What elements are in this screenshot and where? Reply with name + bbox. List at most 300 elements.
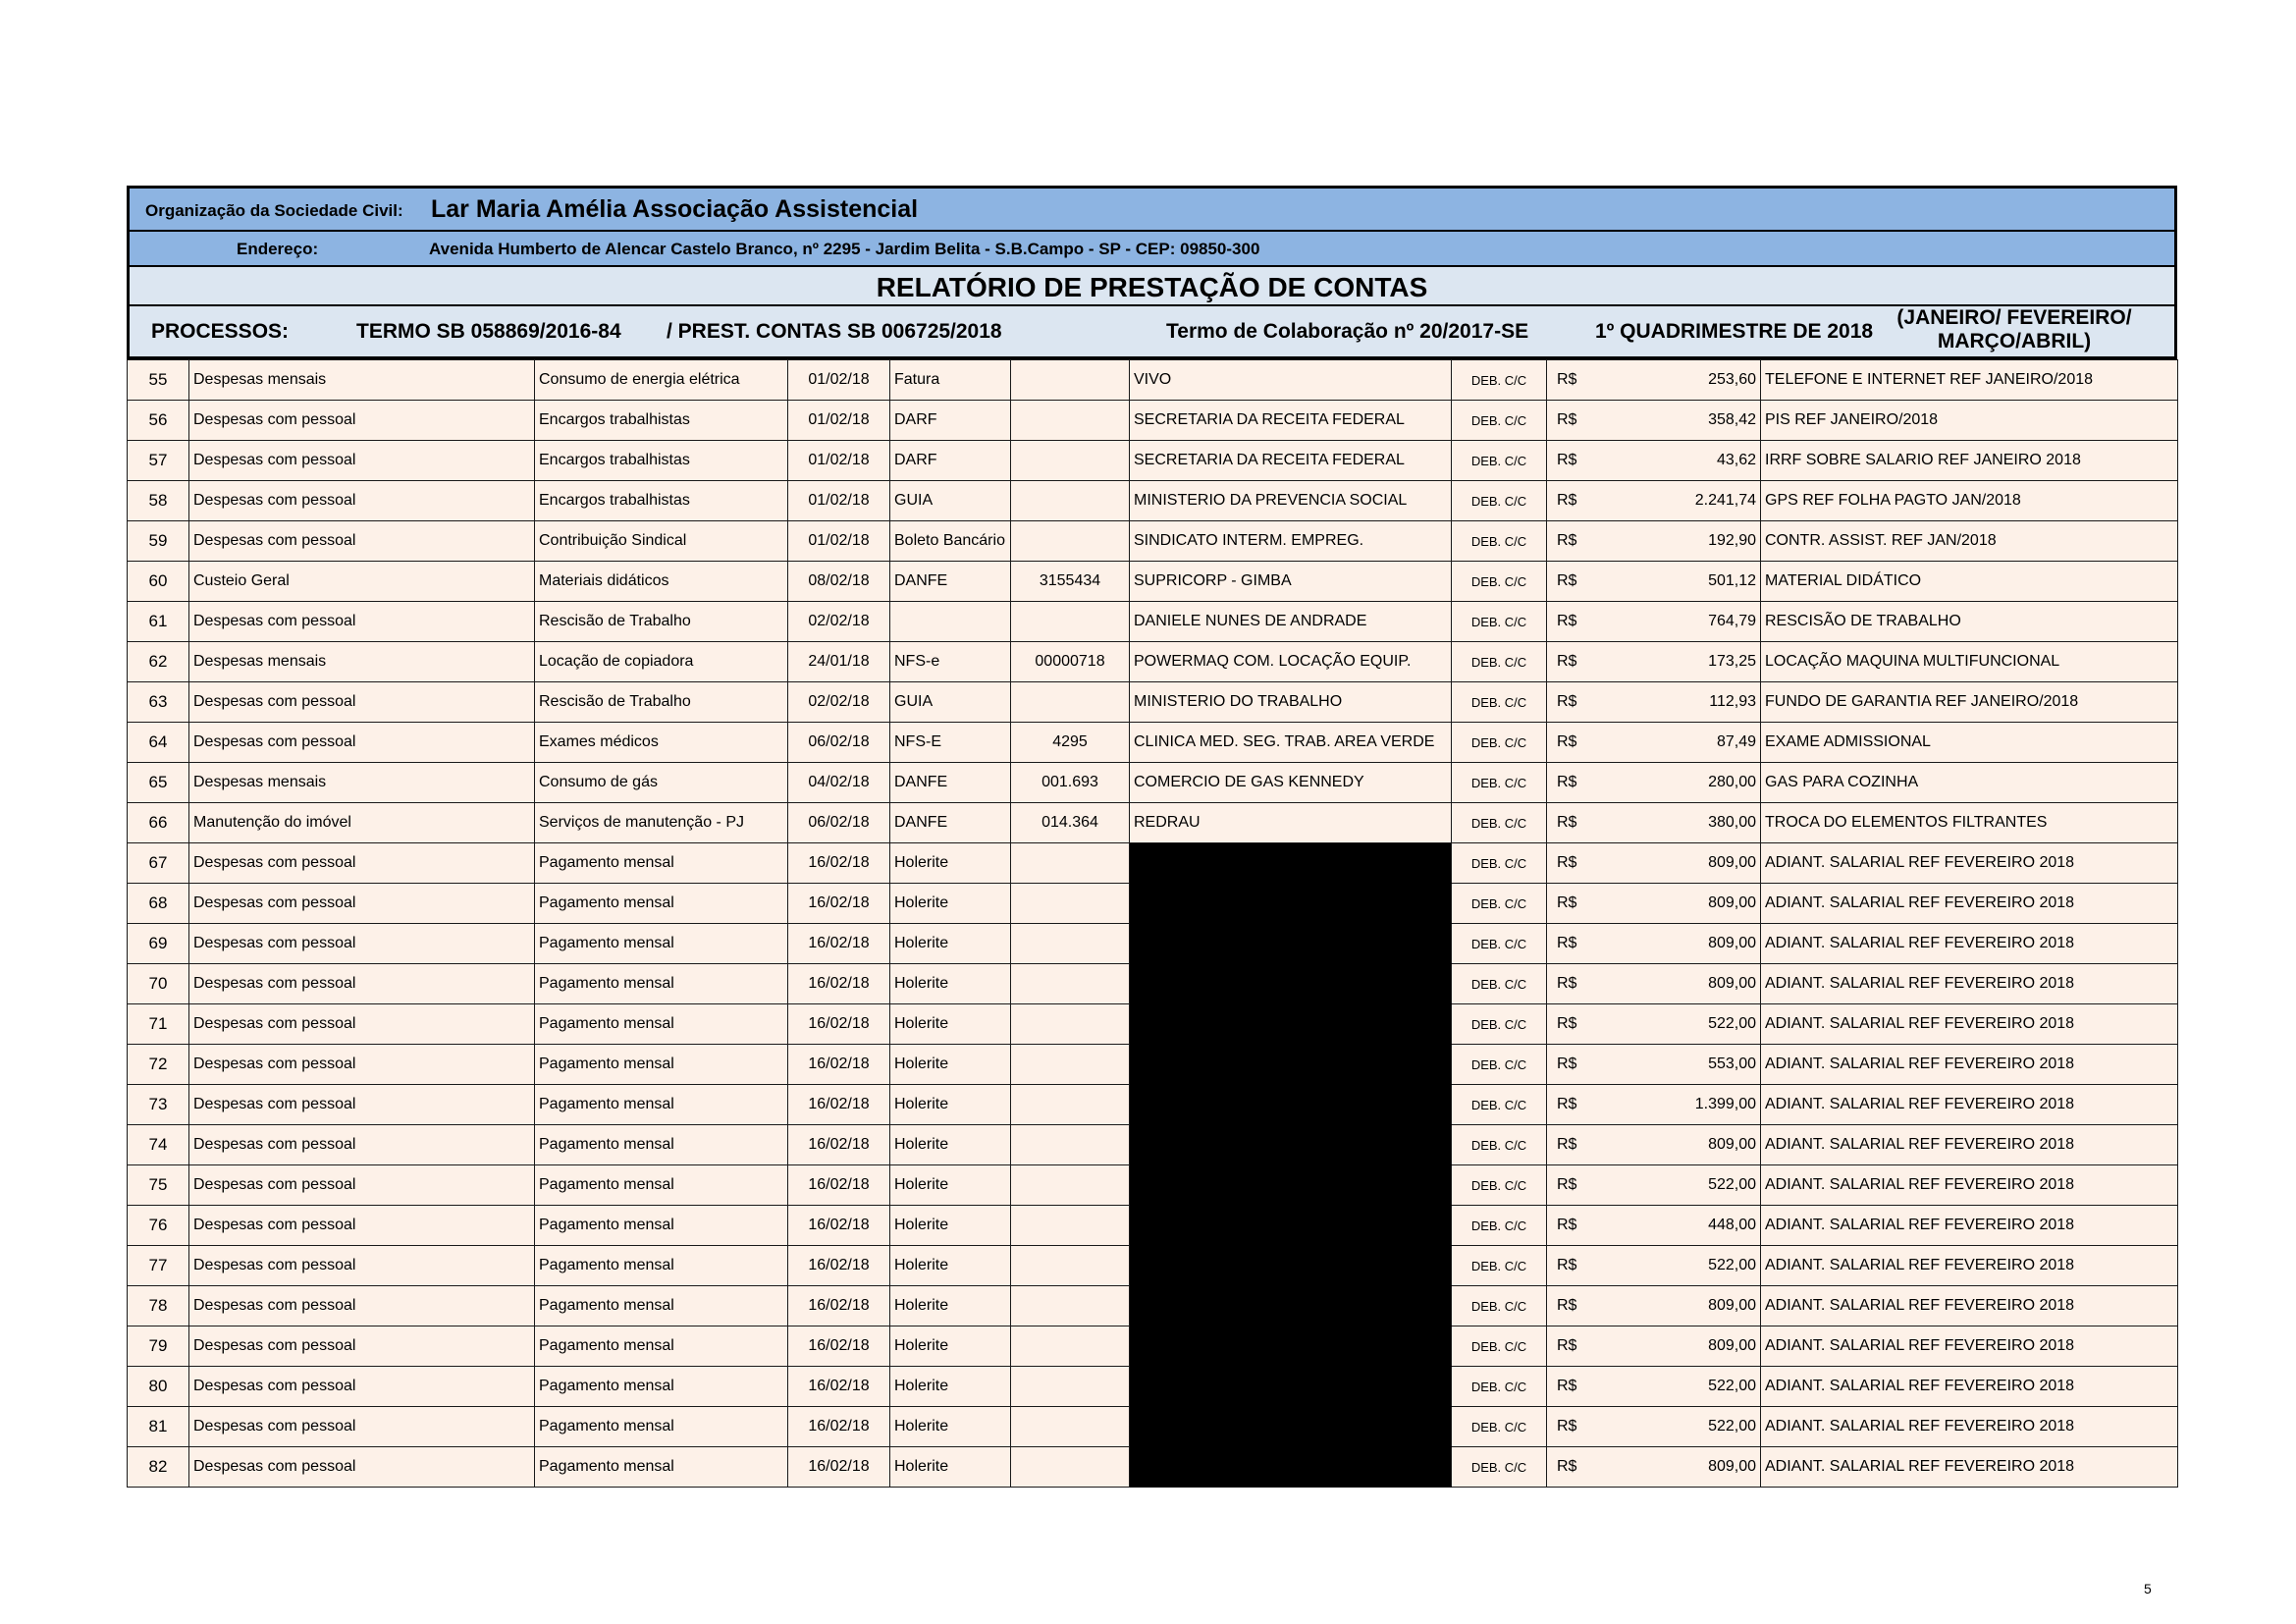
document-type: Holerite [890,1206,1011,1246]
expense-amount: 764,79 [1591,602,1761,642]
document-type: Holerite [890,924,1011,964]
row-number: 80 [128,1367,189,1407]
expense-amount: 809,00 [1591,1286,1761,1326]
document-type: GUIA [890,481,1011,521]
currency-symbol: R$ [1547,1246,1591,1286]
table-row [128,360,2178,401]
row-number: 62 [128,642,189,682]
expense-type: Pagamento mensal [535,843,788,884]
row-number: 71 [128,1004,189,1045]
currency-symbol: R$ [1547,1004,1591,1045]
expense-amount: 173,25 [1591,642,1761,682]
table-row [128,1407,2178,1447]
payment-method: DEB. C/C [1452,682,1547,723]
expense-type: Pagamento mensal [535,1367,788,1407]
expense-amount: 809,00 [1591,924,1761,964]
expense-date: 08/02/18 [788,562,890,602]
expense-type: Locação de copiadora [535,642,788,682]
document-number: 00000718 [1011,642,1130,682]
document-number [1011,441,1130,481]
expense-description: ADIANT. SALARIAL REF FEVEREIRO 2018 [1761,1045,2178,1085]
expense-date: 16/02/18 [788,884,890,924]
document-type: Holerite [890,1085,1011,1125]
address-text: Avenida Humberto de Alencar Castelo Branco, nº 2295 - Jardim Belita - S.B.Campo - SP - CEP: 09850-300 [429,240,1260,258]
report-sheet [127,186,2177,1488]
table-row [128,1004,2178,1045]
payment-method: DEB. C/C [1452,884,1547,924]
document-number [1011,1004,1130,1045]
expense-category: Despesas com pessoal [189,1045,535,1085]
expense-category: Despesas com pessoal [189,884,535,924]
expense-date: 16/02/18 [788,1165,890,1206]
expense-date: 16/02/18 [788,1004,890,1045]
expense-date: 16/02/18 [788,1085,890,1125]
payment-method: DEB. C/C [1452,1286,1547,1326]
currency-symbol: R$ [1547,1125,1591,1165]
expense-amount: 448,00 [1591,1206,1761,1246]
expense-category: Despesas com pessoal [189,1004,535,1045]
table-row [128,642,2178,682]
supplier-name: POWERMAQ COM. LOCAÇÃO EQUIP. [1130,642,1452,682]
expense-type: Pagamento mensal [535,1045,788,1085]
document-number [1011,924,1130,964]
redacted-supplier [1130,964,1452,1004]
row-number: 56 [128,401,189,441]
currency-symbol: R$ [1547,1367,1591,1407]
expense-date: 02/02/18 [788,682,890,723]
row-number: 77 [128,1246,189,1286]
expense-description: GPS REF FOLHA PAGTO JAN/2018 [1761,481,2178,521]
document-type: Holerite [890,843,1011,884]
expense-description: ADIANT. SALARIAL REF FEVEREIRO 2018 [1761,1246,2178,1286]
redacted-supplier [1130,843,1452,884]
table-row [128,401,2178,441]
document-type: Holerite [890,1326,1011,1367]
currency-symbol: R$ [1547,360,1591,401]
expense-date: 16/02/18 [788,1447,890,1488]
supplier-name: SECRETARIA DA RECEITA FEDERAL [1130,441,1452,481]
document-number [1011,1367,1130,1407]
expense-amount: 522,00 [1591,1165,1761,1206]
document-type: GUIA [890,682,1011,723]
expense-date: 01/02/18 [788,401,890,441]
expense-date: 16/02/18 [788,1206,890,1246]
expense-date: 24/01/18 [788,642,890,682]
document-type: Holerite [890,1125,1011,1165]
currency-symbol: R$ [1547,521,1591,562]
row-number: 72 [128,1045,189,1085]
payment-method: DEB. C/C [1452,964,1547,1004]
document-number [1011,360,1130,401]
table-row [128,1165,2178,1206]
document-type: Holerite [890,1004,1011,1045]
expense-type: Pagamento mensal [535,964,788,1004]
org-name: Lar Maria Amélia Associação Assistencial [431,195,919,223]
table-row [128,964,2178,1004]
document-number [1011,602,1130,642]
expense-amount: 1.399,00 [1591,1085,1761,1125]
expense-description: ADIANT. SALARIAL REF FEVEREIRO 2018 [1761,964,2178,1004]
expense-category: Despesas mensais [189,642,535,682]
currency-symbol: R$ [1547,1326,1591,1367]
expense-category: Despesas com pessoal [189,1286,535,1326]
document-number: 3155434 [1011,562,1130,602]
expense-type: Encargos trabalhistas [535,401,788,441]
expense-type: Materiais didáticos [535,562,788,602]
row-number: 79 [128,1326,189,1367]
expense-table [127,359,2178,1488]
document-number [1011,1326,1130,1367]
expense-category: Despesas com pessoal [189,401,535,441]
expense-description: ADIANT. SALARIAL REF FEVEREIRO 2018 [1761,1125,2178,1165]
payment-method: DEB. C/C [1452,723,1547,763]
document-type: Holerite [890,964,1011,1004]
row-number: 59 [128,521,189,562]
table-row [128,1447,2178,1488]
expense-type: Pagamento mensal [535,1125,788,1165]
payment-method: DEB. C/C [1452,1246,1547,1286]
expense-category: Despesas com pessoal [189,843,535,884]
expense-category: Despesas com pessoal [189,1165,535,1206]
expense-type: Pagamento mensal [535,1407,788,1447]
currency-symbol: R$ [1547,1206,1591,1246]
expense-date: 01/02/18 [788,441,890,481]
supplier-name: SECRETARIA DA RECEITA FEDERAL [1130,401,1452,441]
document-number [1011,1045,1130,1085]
redacted-supplier [1130,1165,1452,1206]
redacted-supplier [1130,1447,1452,1488]
payment-method: DEB. C/C [1452,401,1547,441]
currency-symbol: R$ [1547,1407,1591,1447]
row-number: 61 [128,602,189,642]
expense-description: ADIANT. SALARIAL REF FEVEREIRO 2018 [1761,1367,2178,1407]
payment-method: DEB. C/C [1452,763,1547,803]
expense-amount: 87,49 [1591,723,1761,763]
expense-date: 01/02/18 [788,481,890,521]
currency-symbol: R$ [1547,682,1591,723]
table-row [128,521,2178,562]
expense-amount: 380,00 [1591,803,1761,843]
expense-type: Pagamento mensal [535,1246,788,1286]
expense-description: GAS PARA COZINHA [1761,763,2178,803]
document-type: Fatura [890,360,1011,401]
expense-description: ADIANT. SALARIAL REF FEVEREIRO 2018 [1761,1286,2178,1326]
redacted-supplier [1130,1004,1452,1045]
expense-amount: 43,62 [1591,441,1761,481]
expense-type: Pagamento mensal [535,1206,788,1246]
expense-date: 16/02/18 [788,1286,890,1326]
document-type: Holerite [890,1407,1011,1447]
expense-description: ADIANT. SALARIAL REF FEVEREIRO 2018 [1761,1407,2178,1447]
expense-amount: 280,00 [1591,763,1761,803]
document-number [1011,1125,1130,1165]
document-number [1011,1286,1130,1326]
document-type: NFS-e [890,642,1011,682]
document-type: DARF [890,401,1011,441]
payment-method: DEB. C/C [1452,602,1547,642]
expense-rows [128,360,2178,1488]
expense-description: FUNDO DE GARANTIA REF JANEIRO/2018 [1761,682,2178,723]
expense-type: Consumo de gás [535,763,788,803]
row-number: 76 [128,1206,189,1246]
expense-amount: 358,42 [1591,401,1761,441]
supplier-name: VIVO [1130,360,1452,401]
document-type: NFS-E [890,723,1011,763]
currency-symbol: R$ [1547,1286,1591,1326]
currency-symbol: R$ [1547,441,1591,481]
document-type: Holerite [890,1045,1011,1085]
expense-category: Despesas com pessoal [189,723,535,763]
expense-description: LOCAÇÃO MAQUINA MULTIFUNCIONAL [1761,642,2178,682]
row-number: 64 [128,723,189,763]
expense-amount: 553,00 [1591,1045,1761,1085]
document-number [1011,1407,1130,1447]
payment-method: DEB. C/C [1452,1165,1547,1206]
expense-description: TROCA DO ELEMENTOS FILTRANTES [1761,803,2178,843]
currency-symbol: R$ [1547,1045,1591,1085]
expense-type: Pagamento mensal [535,924,788,964]
row-number: 68 [128,884,189,924]
payment-method: DEB. C/C [1452,481,1547,521]
row-number: 75 [128,1165,189,1206]
row-number: 60 [128,562,189,602]
expense-category: Despesas com pessoal [189,682,535,723]
expense-category: Despesas com pessoal [189,1246,535,1286]
currency-symbol: R$ [1547,924,1591,964]
document-type: Holerite [890,1447,1011,1488]
expense-description: PIS REF JANEIRO/2018 [1761,401,2178,441]
payment-method: DEB. C/C [1452,1085,1547,1125]
expense-category: Despesas com pessoal [189,521,535,562]
expense-category: Manutenção do imóvel [189,803,535,843]
expense-amount: 809,00 [1591,1447,1761,1488]
table-row [128,1326,2178,1367]
row-number: 65 [128,763,189,803]
table-row [128,1045,2178,1085]
payment-method: DEB. C/C [1452,642,1547,682]
expense-description: ADIANT. SALARIAL REF FEVEREIRO 2018 [1761,1447,2178,1488]
payment-method: DEB. C/C [1452,1045,1547,1085]
prest-contas: / PREST. CONTAS SB 006725/2018 [667,320,1002,343]
redacted-supplier [1130,1367,1452,1407]
redacted-supplier [1130,1407,1452,1447]
payment-method: DEB. C/C [1452,562,1547,602]
expense-type: Pagamento mensal [535,1286,788,1326]
expense-amount: 809,00 [1591,843,1761,884]
expense-category: Custeio Geral [189,562,535,602]
table-row [128,803,2178,843]
document-type: DARF [890,441,1011,481]
expense-type: Pagamento mensal [535,884,788,924]
payment-method: DEB. C/C [1452,1367,1547,1407]
expense-amount: 522,00 [1591,1004,1761,1045]
document-type [890,602,1011,642]
currency-symbol: R$ [1547,884,1591,924]
document-number [1011,964,1130,1004]
supplier-name: COMERCIO DE GAS KENNEDY [1130,763,1452,803]
org-label: Organização da Sociedade Civil: [145,201,403,220]
payment-method: DEB. C/C [1452,441,1547,481]
expense-date: 16/02/18 [788,1407,890,1447]
expense-date: 06/02/18 [788,723,890,763]
months-line-1: (JANEIRO/ FEVEREIRO/ [1896,306,2132,329]
expense-type: Exames médicos [535,723,788,763]
expense-description: ADIANT. SALARIAL REF FEVEREIRO 2018 [1761,843,2178,884]
expense-description: EXAME ADMISSIONAL [1761,723,2178,763]
document-number [1011,1165,1130,1206]
expense-category: Despesas com pessoal [189,1206,535,1246]
expense-amount: 522,00 [1591,1367,1761,1407]
currency-symbol: R$ [1547,1447,1591,1488]
expense-date: 16/02/18 [788,1045,890,1085]
currency-symbol: R$ [1547,803,1591,843]
document-type: DANFE [890,562,1011,602]
document-number [1011,481,1130,521]
document-number [1011,401,1130,441]
table-row [128,1085,2178,1125]
supplier-name: CLINICA MED. SEG. TRAB. AREA VERDE [1130,723,1452,763]
expense-category: Despesas com pessoal [189,1367,535,1407]
payment-method: DEB. C/C [1452,803,1547,843]
termo-sb: TERMO SB 058869/2016-84 [356,320,621,343]
document-number: 4295 [1011,723,1130,763]
document-number [1011,1085,1130,1125]
supplier-name: SUPRICORP - GIMBA [1130,562,1452,602]
expense-amount: 522,00 [1591,1246,1761,1286]
expense-date: 04/02/18 [788,763,890,803]
expense-description: ADIANT. SALARIAL REF FEVEREIRO 2018 [1761,1165,2178,1206]
termo-colaboracao: Termo de Colaboração nº 20/2017-SE [1166,320,1529,343]
redacted-supplier [1130,1326,1452,1367]
expense-type: Rescisão de Trabalho [535,602,788,642]
page-number: 5 [2144,1581,2152,1597]
expense-category: Despesas com pessoal [189,1407,535,1447]
row-number: 69 [128,924,189,964]
expense-category: Despesas com pessoal [189,441,535,481]
currency-symbol: R$ [1547,401,1591,441]
expense-date: 16/02/18 [788,1125,890,1165]
row-number: 58 [128,481,189,521]
table-row [128,441,2178,481]
redacted-supplier [1130,1125,1452,1165]
document-type: Holerite [890,884,1011,924]
document-type: Holerite [890,1286,1011,1326]
row-number: 81 [128,1407,189,1447]
expense-type: Pagamento mensal [535,1085,788,1125]
expense-description: MATERIAL DIDÁTICO [1761,562,2178,602]
document-number [1011,1206,1130,1246]
expense-date: 16/02/18 [788,1326,890,1367]
table-row [128,1367,2178,1407]
expense-type: Pagamento mensal [535,1326,788,1367]
currency-symbol: R$ [1547,843,1591,884]
address-row [130,232,2174,267]
payment-method: DEB. C/C [1452,1326,1547,1367]
table-row [128,763,2178,803]
processes-row [130,306,2174,359]
expense-amount: 501,12 [1591,562,1761,602]
report-title: RELATÓRIO DE PRESTAÇÃO DE CONTAS [876,272,1428,302]
expense-type: Pagamento mensal [535,1447,788,1488]
expense-category: Despesas com pessoal [189,1326,535,1367]
row-number: 67 [128,843,189,884]
expense-date: 06/02/18 [788,803,890,843]
row-number: 55 [128,360,189,401]
expense-category: Despesas mensais [189,360,535,401]
expense-description: ADIANT. SALARIAL REF FEVEREIRO 2018 [1761,1004,2178,1045]
currency-symbol: R$ [1547,1165,1591,1206]
months-line-2: MARÇO/ABRIL) [1937,330,2092,352]
redacted-supplier [1130,1286,1452,1326]
redacted-supplier [1130,1085,1452,1125]
expense-date: 01/02/18 [788,360,890,401]
table-row [128,1206,2178,1246]
table-row [128,562,2178,602]
redacted-supplier [1130,1045,1452,1085]
expense-type: Contribuição Sindical [535,521,788,562]
expense-category: Despesas com pessoal [189,924,535,964]
expense-type: Serviços de manutenção - PJ [535,803,788,843]
redacted-supplier [1130,924,1452,964]
currency-symbol: R$ [1547,642,1591,682]
expense-amount: 809,00 [1591,964,1761,1004]
supplier-name: DANIELE NUNES DE ANDRADE [1130,602,1452,642]
supplier-name: REDRAU [1130,803,1452,843]
address-label: Endereço: [237,240,319,258]
document-number: 001.693 [1011,763,1130,803]
document-type: Holerite [890,1165,1011,1206]
supplier-name: MINISTERIO DA PREVENCIA SOCIAL [1130,481,1452,521]
document-type: Holerite [890,1246,1011,1286]
expense-category: Despesas com pessoal [189,481,535,521]
months-period [1896,306,2132,353]
expense-date: 02/02/18 [788,602,890,642]
table-row [128,1125,2178,1165]
payment-method: DEB. C/C [1452,843,1547,884]
table-row [128,884,2178,924]
document-number [1011,521,1130,562]
expense-date: 16/02/18 [788,964,890,1004]
document-number: 014.364 [1011,803,1130,843]
expense-description: ADIANT. SALARIAL REF FEVEREIRO 2018 [1761,884,2178,924]
expense-amount: 2.241,74 [1591,481,1761,521]
expense-description: ADIANT. SALARIAL REF FEVEREIRO 2018 [1761,924,2178,964]
row-number: 78 [128,1286,189,1326]
payment-method: DEB. C/C [1452,924,1547,964]
document-type: DANFE [890,803,1011,843]
expense-date: 16/02/18 [788,1367,890,1407]
document-type: Holerite [890,1367,1011,1407]
expense-date: 16/02/18 [788,843,890,884]
supplier-name: MINISTERIO DO TRABALHO [1130,682,1452,723]
supplier-name: SINDICATO INTERM. EMPREG. [1130,521,1452,562]
payment-method: DEB. C/C [1452,1004,1547,1045]
row-number: 66 [128,803,189,843]
table-row [128,682,2178,723]
expense-date: 01/02/18 [788,521,890,562]
expense-category: Despesas com pessoal [189,1085,535,1125]
payment-method: DEB. C/C [1452,1125,1547,1165]
expense-description: IRRF SOBRE SALARIO REF JANEIRO 2018 [1761,441,2178,481]
currency-symbol: R$ [1547,1085,1591,1125]
expense-type: Pagamento mensal [535,1004,788,1045]
expense-description: ADIANT. SALARIAL REF FEVEREIRO 2018 [1761,1206,2178,1246]
row-number: 70 [128,964,189,1004]
document-number [1011,1447,1130,1488]
currency-symbol: R$ [1547,602,1591,642]
row-number: 73 [128,1085,189,1125]
currency-symbol: R$ [1547,964,1591,1004]
